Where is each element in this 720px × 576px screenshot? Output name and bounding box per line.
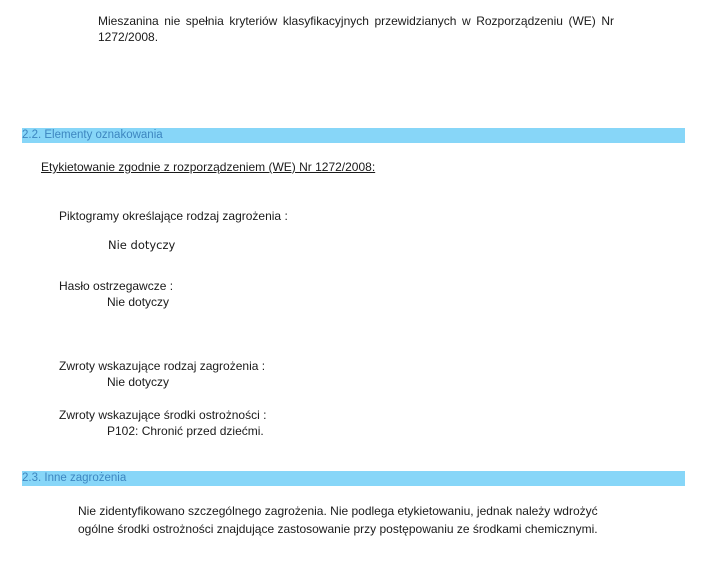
other-hazards-text: Nie zidentyfikowano szczególnego zagrożenia. Nie podlega etykietowaniu, jednak należy wdrożyć ogólne środki ostrożności znajdujące zastosowanie przy postępowaniu ze środkami chemicznymi. bbox=[78, 504, 598, 536]
signal-word-value: Nie dotyczy bbox=[107, 295, 170, 309]
precautionary-statements-value: P102: Chronić przed dziećmi. bbox=[107, 424, 264, 438]
classification-statement: Mieszanina nie spełnia kryteriów klasyfikacyjnych przewidzianych w Rozporządzeniu (WE) Nr 1272/2008. bbox=[98, 14, 614, 44]
section-header-2-3 bbox=[22, 471, 685, 486]
pictograms-label: Piktogramy określające rodzaj zagrożenia : bbox=[59, 209, 288, 223]
signal-word-label: Hasło ostrzegawcze : bbox=[59, 279, 174, 293]
section-header-2-2 bbox=[22, 128, 685, 143]
hazard-statements-value: Nie dotyczy bbox=[107, 375, 170, 389]
labelling-regulation-heading: Etykietowanie zgodnie z rozporządzeniem (WE) Nr 1272/2008: bbox=[41, 160, 376, 174]
precautionary-statements-label: Zwroty wskazujące środki ostrożności : bbox=[59, 408, 267, 422]
section-title-2-2: 2.2. Elementy oznakowania bbox=[22, 129, 163, 141]
section-title-2-3: 2.3. Inne zagrożenia bbox=[22, 472, 127, 484]
pictograms-value: Nie dotyczy bbox=[108, 238, 176, 252]
hazard-statements-label: Zwroty wskazujące rodzaj zagrożenia : bbox=[59, 359, 266, 373]
